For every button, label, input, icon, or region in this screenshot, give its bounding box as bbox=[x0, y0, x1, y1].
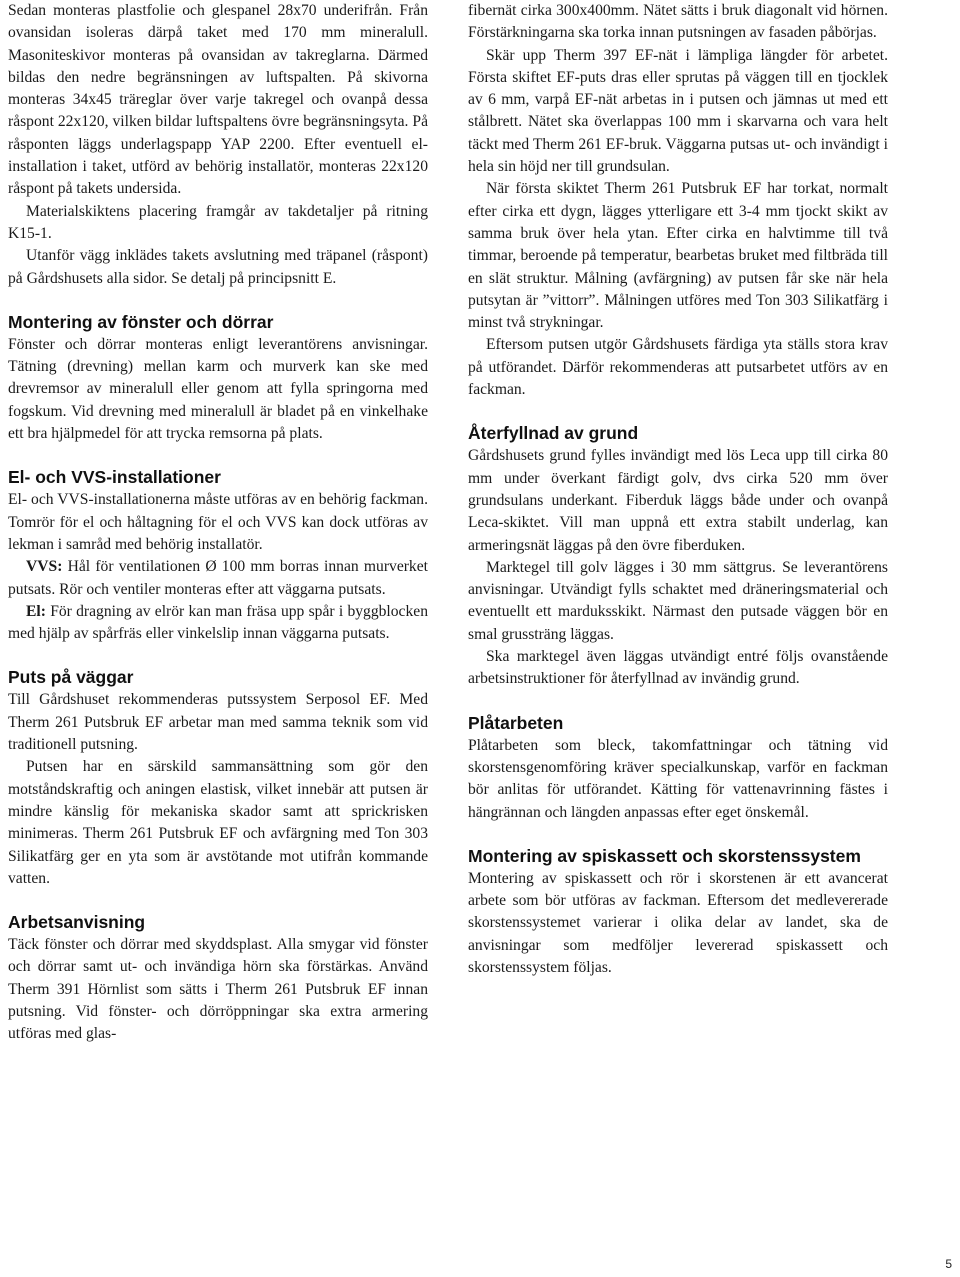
paragraph-material-layers: Materialskiktens placering framgår av takdetaljer på ritning K15-1. bbox=[8, 202, 428, 242]
paragraph-stove-chimney: Montering av spiskassett och rör i skorstenen är ett avancerat arbete som bör utföras av fackman. Eftersom det medlevererade skorstenssystemet varierar i olika delar av landet, ska de anvisningar som medföljer levererad spiskassett och skorstenssystem följas. bbox=[468, 869, 888, 976]
vvs-label: VVS: bbox=[26, 558, 63, 576]
paragraph-sheet-metal: Plåtarbeten som bleck, takomfattningar och tätning vid skorstensgenomföring kräver specialkunskap, varför en fackman bör anlitas för utförandet. Kätting för vattenavrinning fästes i hängrännan och längden anpassas efter eget önskemål. bbox=[468, 736, 888, 821]
paragraph-backfill-tiles: Marktegel till golv lägges i 30 mm sättgrus. Se leverantörens anvisningar. Utvändigt fylls schaktet med dräneringsmaterial och eventuellt ett marduksskikt. Närmast den putsade väggen bör en smal grussträng läggas. bbox=[468, 558, 888, 643]
paragraph-backfill-leca: Gårdshusets grund fylles invändigt med lös Leca upp till cirka 80 mm under överkant färdigt golv, dvs cirka 520 mm över grundsulans underkant. Fiberduk läggs både under och ovanpå Leca-skiktet. Vill man uppnå ett extra stabilt underlag, kan armeringsnät läggas på den övre fiberduken. bbox=[468, 447, 888, 554]
vvs-text: Hål för ventilationen Ø 100 mm borras innan murverket putsats. Rör och ventiler monteras efter att väggarna putsats. bbox=[8, 558, 428, 598]
paragraph-puts-system: Till Gårdshuset rekommenderas putssystem Serposol EF. Med Therm 261 Putsbruk EF arbetar man med samma teknik som vid traditionell putsning. bbox=[8, 691, 428, 754]
paragraph-finish-quality: Eftersom putsen utgör Gårdshusets färdiga yta ställs stora krav på utförandet. Därför rekommenderas att putsarbetet utförs av en fackman. bbox=[468, 336, 888, 399]
paragraph-arbetsanvisning: Täck fönster och dörrar med skyddsplast. Alla smygar vid fönster och dörrar samt ut- och invändiga hörn ska förstärkas. Använd Therm 391 Hörnlist som sätts i Therm 261 Putsbruk EF innan putsning. Vid fönster- och dörröppningar ska extra armering utföras med glas- bbox=[8, 936, 428, 1043]
paragraph-windows-doors: Fönster och dörrar monteras enligt leverantörens anvisningar. Tätning (drevning) mellan karm och murverk kan ske med drevremsor av mineralull eller genom att fylla springorna med fogskum. Vid drevning med mineralull är bladet på en vinkelhake ett bra hjälpmedel för att trycka remsorna på plats. bbox=[8, 335, 428, 443]
heading-sheet-metal: Plåtarbeten bbox=[468, 712, 564, 733]
paragraph-el-vvs: El- och VVS-installationerna måste utföras av en behörig fackman. Tomrör för el och håltagning för el och VVS kan dock utföras av lekman i samråd med behörig installatör. bbox=[8, 491, 428, 553]
paragraph-roof-insulation: Sedan monteras plastfolie och glespanel 28x70 underifrån. Från ovansidan isoleras därpå taket med 170 mm mineralull. Masoniteskivor monteras på ovansidan av takreglarna. Därmed bildas den nedre begränsningen av luftspalten. På skivorna monteras 34x45 träreglar över varje takregel och ovanpå dessa råspont 22x120, vilken bildar luftspaltens övre begränsningsyta. På råsponten läggs underlagspapp YAP 2200. Efter eventuell el-installation i taket, utförd av behörig installatör, monteras 22x120 råspont på takets undersida. bbox=[8, 2, 428, 198]
el-label: El: bbox=[26, 602, 46, 620]
heading-puts: Puts på väggar bbox=[8, 667, 134, 688]
paragraph-el bbox=[8, 601, 428, 646]
heading-backfill: Återfyllnad av grund bbox=[468, 423, 639, 444]
paragraph-ef-net: Skär upp Therm 397 EF-nät i lämpliga längder för arbetet. Första skiftet EF-puts dras eller sprutas på väggen till en tjocklek av 6 mm, varpå EF-nät arbetas in i putsen och jämnas ut med ett stålbrett. Nätet ska överlappas 100 mm i skarvarna och vara helt täckt med Therm 261 EF-bruk. Väggarna putsas ut- och invändigt i hela sin höjd ner till grundsulan. bbox=[468, 46, 888, 176]
page-number: 5 bbox=[945, 1257, 952, 1271]
heading-windows-doors: Montering av fönster och dörrar bbox=[8, 311, 274, 332]
paragraph-vvs bbox=[8, 556, 428, 601]
paragraph-puts-properties: Putsen har en särskild sammansättning som gör den motståndskraftig och aningen elastisk, vilket innebär att putsen är mindre känslig för mekaniska skador samt att sprickrisken minimeras. Therm 261 Putsbruk EF och avfärgning med Ton 303 Silikatfärg ger en yta som är avstötande mot utifrån kommande vatten. bbox=[8, 758, 428, 887]
heading-stove-chimney: Montering av spiskassett och skorstenssystem bbox=[468, 845, 861, 866]
paragraph-continued-glass-fiber: fibernät cirka 300x400mm. Nätet sätts i bruk diagonalt vid hörnen. Förstärkningarna ska torka innan putsningen av fasaden påbörjas. bbox=[468, 2, 888, 42]
paragraph-second-layer: När första skiktet Therm 261 Putsbruk EF har torkat, normalt efter cirka ett dygn, lägges ytterligare ett 3-4 mm tjockt skikt av samma bruk över hela ytan. Efter cirka en halvtimme till två timmar, beroende på temperatur, bearbetas bruket med filtbräda till en slät struktur. Målning (avfärgning) av putsen får ske när hela putsytan är ”vittorr”. Målningen utföres med Ton 303 Silikatfärg i minst två strykningar. bbox=[468, 180, 888, 332]
left-column bbox=[8, 0, 428, 1046]
heading-el-vvs: El- och VVS-installationer bbox=[8, 467, 221, 488]
right-column bbox=[468, 0, 888, 979]
heading-arbetsanvisning: Arbetsanvisning bbox=[8, 912, 146, 933]
paragraph-roof-edge: Utanför vägg inklädes takets avslutning med träpanel (råspont) på Gårdshusets alla sidor. Se detalj på principsnitt E. bbox=[8, 247, 428, 287]
el-text: För dragning av elrör kan man fräsa upp spår i byggblocken med hjälp av spårfräs eller vinkelslip innan väggarna putsats. bbox=[8, 602, 428, 643]
paragraph-backfill-outdoor: Ska marktegel även läggas utvändigt entré följs ovanstående arbetsinstruktioner för återfyllnad av invändig grund. bbox=[468, 648, 888, 688]
